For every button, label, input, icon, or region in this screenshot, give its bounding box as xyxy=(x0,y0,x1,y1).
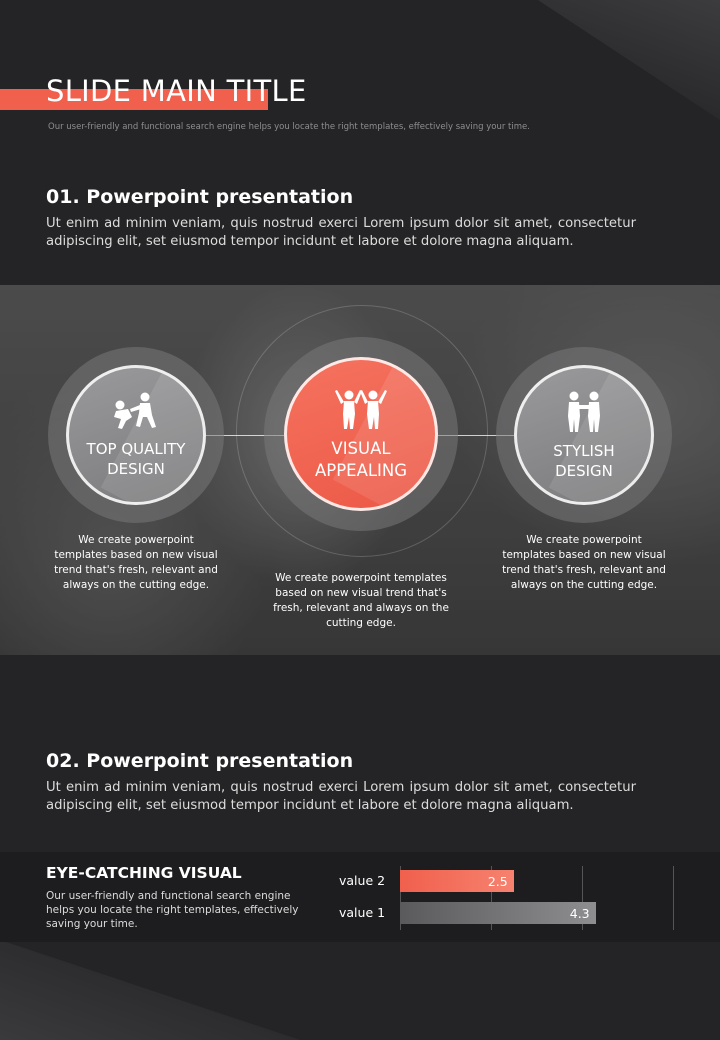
circle-shine xyxy=(333,357,438,511)
feature-label-line2: DESIGN xyxy=(107,460,165,478)
chart-gridline xyxy=(673,866,674,930)
feature-circle-top-quality xyxy=(66,365,206,505)
feature-description-2: We create powerpoint templates based on new visual trend that's fresh, relevant and always on the cutting edge. xyxy=(273,572,449,629)
section2-title: 02. Powerpoint presentation xyxy=(46,750,354,772)
background-photo xyxy=(0,285,720,655)
section2-body: Ut enim ad minim veniam, quis nostrud exerci Lorem ipsum dolor sit amet, consectetur adipiscing elit, set eiusmod tempor incidunt et labore et dolore magna aliquam. xyxy=(46,780,636,813)
page-title: SLIDE MAIN TITLE xyxy=(46,74,307,108)
feature-circle-visual-appealing xyxy=(284,357,438,511)
feature-label-line2: APPEALING xyxy=(314,461,408,480)
feature-description-3: We create powerpoint templates based on new visual trend that's fresh, relevant and always on the cutting edge. xyxy=(502,534,666,591)
panel-title: EYE-CATCHING VISUAL xyxy=(46,864,242,882)
corner-decoration-top-right xyxy=(460,0,720,120)
chart-category-label: value 1 xyxy=(339,905,386,920)
feature-label-line1: TOP QUALITY xyxy=(86,440,186,458)
feature-description-1: We create powerpoint templates based on new visual trend that's fresh, relevant and always on the cutting edge. xyxy=(54,534,218,591)
chart-data-label: 2.5 xyxy=(487,873,508,889)
section1-title: 01. Powerpoint presentation xyxy=(46,186,354,208)
corner-decoration-bottom-left xyxy=(0,940,300,1040)
chart-bar xyxy=(400,902,596,924)
panel-body: Our user-friendly and functional search engine helps you locate the right templates, effectively saving your time. xyxy=(46,890,299,930)
feature-label-line1: VISUAL xyxy=(331,439,391,458)
feature-label-line2: DESIGN xyxy=(555,462,613,480)
feature-circle-stylish-design xyxy=(514,365,654,505)
chart-bar xyxy=(400,870,514,892)
page-subtitle: Our user-friendly and functional search engine helps you locate the right templates, effectively saving your time. xyxy=(48,122,530,132)
high-five-people-icon xyxy=(333,386,389,434)
fighting-people-icon xyxy=(110,391,162,435)
chart-category-label: value 2 xyxy=(339,873,386,888)
handshake-people-icon xyxy=(564,389,604,437)
section1-body: Ut enim ad minim veniam, quis nostrud exerci Lorem ipsum dolor sit amet, consectetur adipiscing elit, set eiusmod tempor incidunt et labore et dolore magna aliquam. xyxy=(46,216,636,249)
chart-data-label: 4.3 xyxy=(569,905,590,921)
feature-label-line1: STYLISH xyxy=(553,442,615,460)
circle-shine xyxy=(101,365,206,505)
